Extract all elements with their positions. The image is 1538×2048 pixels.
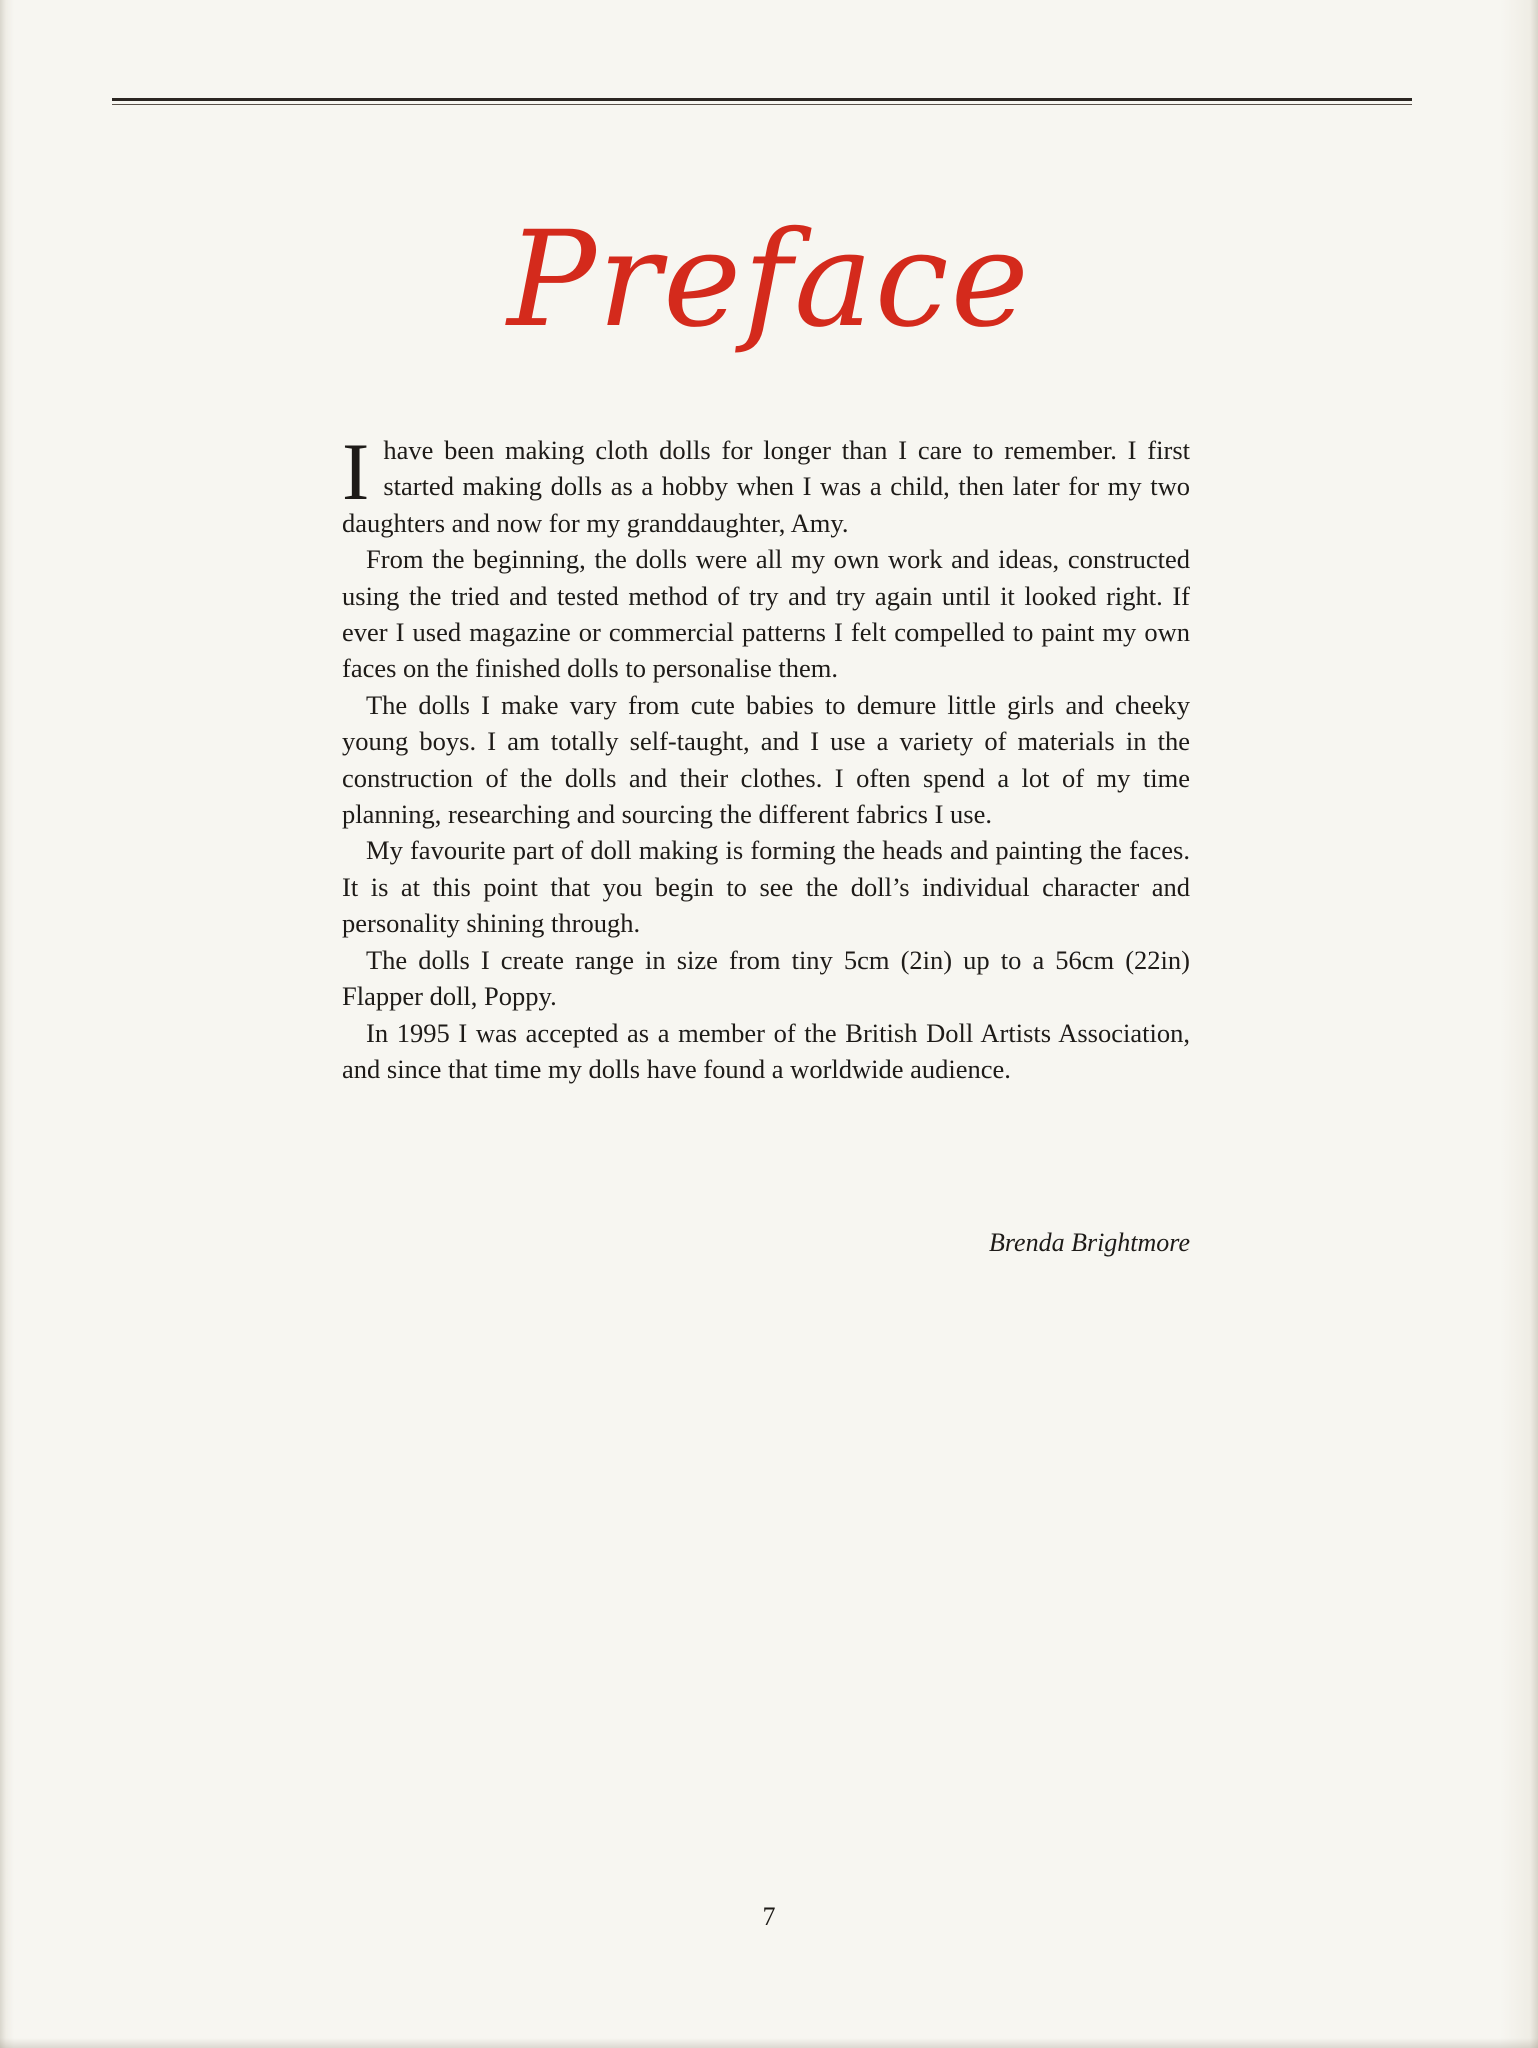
header-rule-thin-line (112, 104, 1412, 105)
page-title: Preface (507, 203, 1031, 357)
header-rule-thick-line (112, 98, 1412, 101)
paragraph-3: The dolls I make vary from cute babies to demure little girls and cheeky young boys. I am totally self-taught, and I use a variety of materials in the construction of the dolls and their clothes. I often spend a lot of my time planning, researching and sourcing the different fabrics I use. (342, 689, 1190, 830)
page-number: 7 (762, 1902, 776, 1931)
paragraph-1-text: have been making cloth dolls for longer than I care to remember. I first started making dolls as a hobby when I was a child, then later for my two daughters and now for my granddaughter, Amy. (342, 435, 1190, 538)
header-rule (112, 98, 1412, 106)
paragraph-6: In 1995 I was accepted as a member of the British Doll Artists Association, and since that time my dolls have found a worldwide audience. (342, 1017, 1190, 1084)
drop-cap: I (342, 426, 370, 517)
paragraph-4: My favourite part of doll making is forming the heads and painting the faces. It is at this point that you begin to see the doll’s individual character and personality shining through. (342, 835, 1190, 939)
preface-body (342, 426, 1190, 1087)
paragraph-1 (342, 426, 1190, 541)
author-signature: Brenda Brightmore (989, 1228, 1190, 1257)
paragraph-5: The dolls I create range in size from tiny 5cm (2in) up to a 56cm (22in) Flapper doll, Poppy. (342, 944, 1190, 1012)
paragraph-2: From the beginning, the dolls were all my own work and ideas, constructed using the tried and tested method of try and try again until it looked right. If ever I used magazine or commercial patterns I felt compelled to paint my own faces on the finished dolls to personalise them. (342, 544, 1190, 684)
